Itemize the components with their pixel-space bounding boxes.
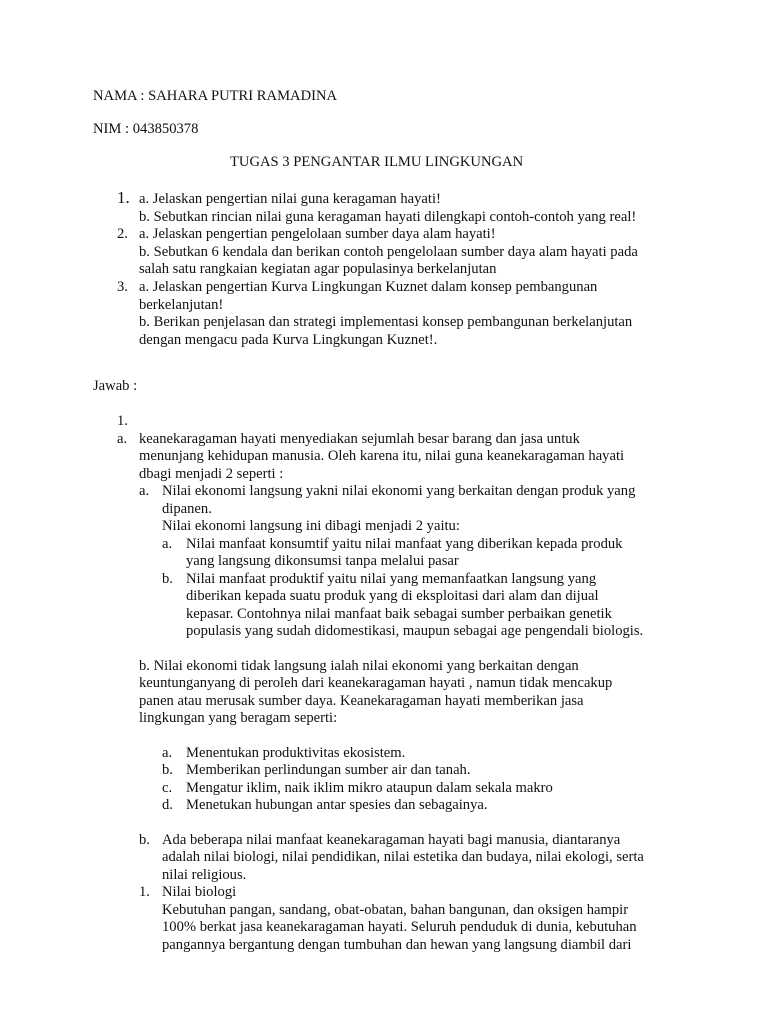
answer-aaa-line1: Nilai manfaat konsumtif yaitu nilai manfaat yang diberikan kepada produk: [186, 536, 623, 552]
answer-ab-line1: b. Nilai ekonomi tidak langsung ialah nilai ekonomi yang berkaitan dengan: [139, 658, 579, 674]
student-name: NAMA : SAHARA PUTRI RAMADINA: [93, 88, 338, 104]
list-item: Mengatur iklim, naik iklim mikro ataupun dalam sekala makro: [186, 780, 553, 796]
question-2b-line1: b. Sebutkan 6 kendala dan berikan contoh pengelolaan sumber daya alam hayati pada: [139, 244, 638, 260]
answer-aa-line1: Nilai ekonomi langsung yakni nilai ekonomi yang berkaitan dengan produk yang: [162, 483, 636, 499]
answer-aaa-marker: a.: [162, 536, 173, 552]
answer-ab-line4: lingkungan yang beragam seperti:: [139, 710, 338, 726]
question-2b-line2: salah satu rangkaian kegiatan agar populasinya berkelanjutan: [139, 261, 497, 277]
answer-b-line1: Ada beberapa nilai manfaat keanekaragaman hayati bagi manusia, diantaranya: [162, 832, 621, 848]
answer-ab-line2: keuntunganyang di peroleh dari keanekaragaman hayati , namun tidak mencakup: [139, 675, 613, 691]
question-1a: a. Jelaskan pengertian nilai guna keragaman hayati!: [139, 191, 441, 207]
answer-aab-line4: populasis yang sudah didomestikasi, maupun sebagai age pengendali biologis.: [186, 623, 644, 639]
answer-aa-marker: a.: [139, 483, 150, 499]
answer-number-1: 1.: [117, 413, 128, 429]
list-item-marker: b.: [162, 762, 173, 778]
answer-aab-line2: diberikan kepada suatu produk yang di eksploitasi dari alam dan dijual: [186, 588, 599, 604]
question-3a-line2: berkelanjutan!: [139, 297, 224, 313]
list-item: Memberikan perlindungan sumber air dan tanah.: [186, 762, 471, 778]
answer-heading: Jawab :: [93, 378, 138, 394]
answer-aab-marker: b.: [162, 571, 173, 587]
question-3-number: 3.: [117, 279, 128, 295]
question-2a: a. Jelaskan pengertian pengelolaan sumber daya alam hayati!: [139, 226, 496, 242]
question-3a-line1: a. Jelaskan pengertian Kurva Lingkungan Kuznet dalam konsep pembangunan: [139, 279, 598, 295]
nilai-biologi-line3: pangannya bergantung dengan tumbuhan dan hewan yang langsung diambil dari: [162, 937, 632, 953]
nilai-biologi-line1: Kebutuhan pangan, sandang, obat-obatan, bahan bangunan, dan oksigen hampir: [162, 902, 629, 918]
question-2-number: 2.: [117, 226, 128, 242]
list-item: Menetukan hubungan antar spesies dan sebagainya.: [186, 797, 488, 813]
student-nim: NIM : 043850378: [93, 121, 199, 137]
answer-aaa-line2: yang langsung dikonsumsi tanpa melalui pasar: [186, 553, 459, 569]
answer-a-line1: keanekaragaman hayati menyediakan sejumlah besar barang dan jasa untuk: [139, 431, 580, 447]
answer-a-line2: menunjang kehidupan manusia. Oleh karena itu, nilai guna keanekaragaman hayati: [139, 448, 625, 464]
answer-ab-line3: panen atau merusak sumber daya. Keanekaragaman hayati memberikan jasa: [139, 693, 584, 709]
answer-aab-line1: Nilai manfaat produktif yaitu nilai yang memanfaatkan langsung yang: [186, 571, 597, 587]
answer-a-marker: a.: [117, 431, 128, 447]
question-3b-line2: dengan mengacu pada Kurva Lingkungan Kuznet!.: [139, 332, 438, 348]
document-title: TUGAS 3 PENGANTAR ILMU LINGKUNGAN: [230, 154, 524, 170]
nilai-biologi-marker: 1.: [139, 884, 150, 900]
answer-a-line3: dbagi menjadi 2 seperti :: [139, 466, 284, 482]
answer-aab-line3: kepasar. Contohnya nilai manfaat baik sebagai sumber perbaikan genetik: [186, 606, 612, 622]
question-1b: b. Sebutkan rincian nilai guna keragaman hayati dilengkapi contoh-contoh yang real!: [139, 209, 637, 225]
nilai-biologi-line2: 100% berkat jasa keanekaragaman hayati. Seluruh penduduk di dunia, kebutuhan: [162, 919, 637, 935]
list-item-marker: d.: [162, 797, 173, 813]
question-1-number: 1.: [117, 188, 130, 207]
answer-aa-line2: dipanen.: [162, 501, 212, 517]
answer-b-line2: adalah nilai biologi, nilai pendidikan, nilai estetika dan budaya, nilai ekologi, serta: [162, 849, 644, 865]
list-item-marker: a.: [162, 745, 173, 761]
answer-b-line3: nilai religious.: [162, 867, 247, 883]
list-item: Menentukan produktivitas ekosistem.: [186, 745, 406, 761]
answer-aa-line3: Nilai ekonomi langsung ini dibagi menjadi 2 yaitu:: [162, 518, 460, 534]
nilai-biologi-title: Nilai biologi: [162, 884, 237, 900]
list-item-marker: c.: [162, 780, 173, 796]
answer-b-marker: b.: [139, 832, 150, 848]
question-3b-line1: b. Berikan penjelasan dan strategi implementasi konsep pembangunan berkelanjutan: [139, 314, 633, 330]
